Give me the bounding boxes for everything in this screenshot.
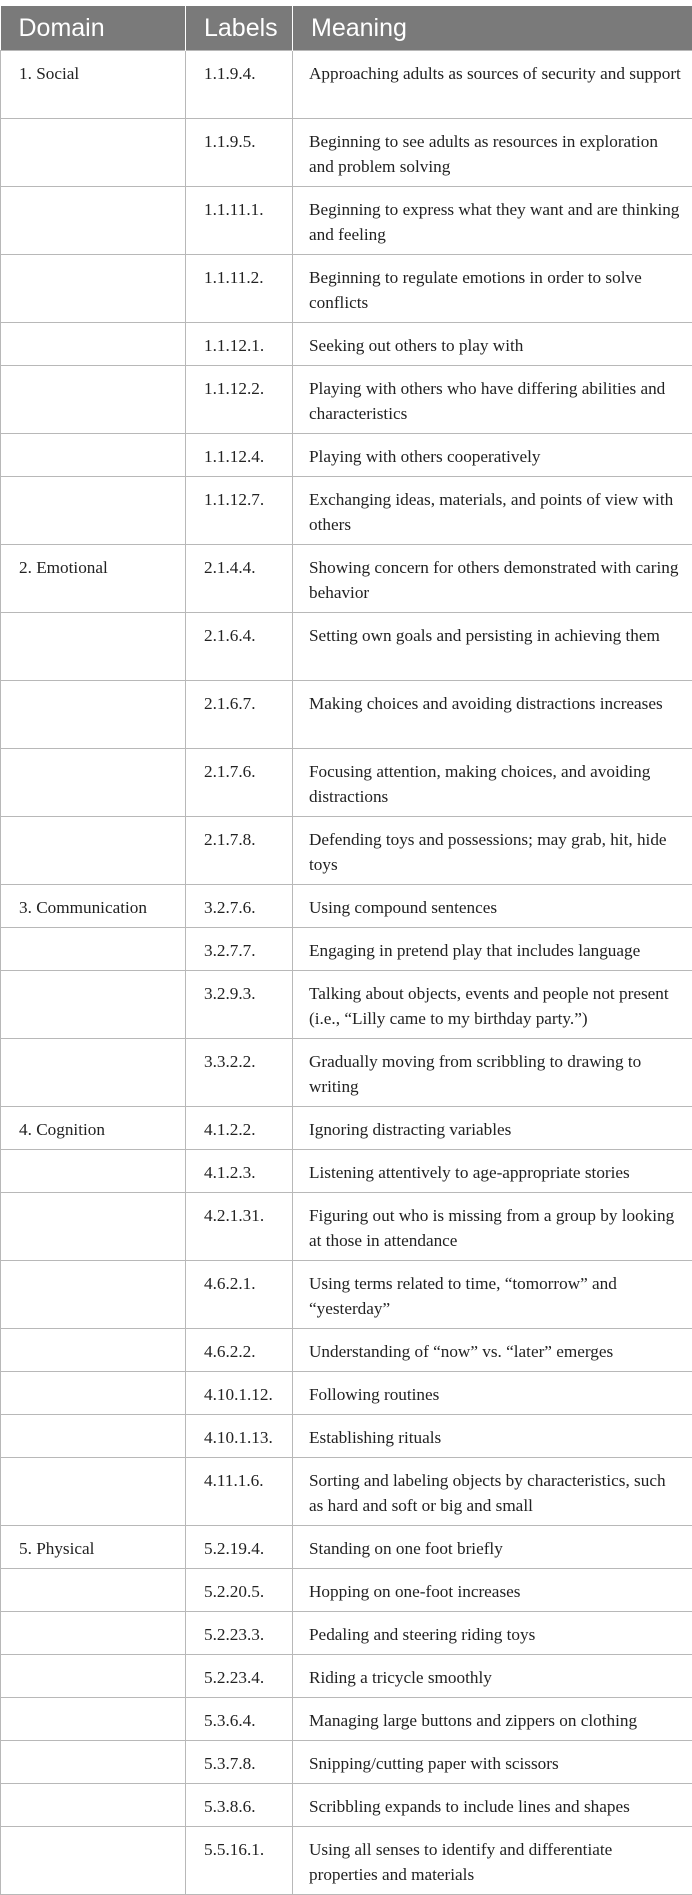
- cell-label: 5.3.8.6.: [186, 1784, 293, 1827]
- cell-domain: [1, 971, 186, 1039]
- cell-meaning: Beginning to see adults as resources in exploration and problem solving: [293, 119, 692, 187]
- table-row: [1, 323, 692, 366]
- cell-domain: 1. Social: [1, 51, 186, 119]
- table-header: [1, 6, 692, 51]
- table-row: [1, 1193, 692, 1261]
- cell-domain: [1, 1612, 186, 1655]
- table-row: [1, 1458, 692, 1526]
- cell-domain: [1, 1039, 186, 1107]
- cell-label: 4.11.1.6.: [186, 1458, 293, 1526]
- cell-domain: [1, 1698, 186, 1741]
- table-row: [1, 1261, 692, 1329]
- cell-label: 1.1.12.4.: [186, 434, 293, 477]
- cell-domain: [1, 119, 186, 187]
- cell-label: 3.2.9.3.: [186, 971, 293, 1039]
- cell-meaning: Using terms related to time, “tomorrow” and “yesterday”: [293, 1261, 692, 1329]
- cell-label: 5.3.6.4.: [186, 1698, 293, 1741]
- cell-label: 3.3.2.2.: [186, 1039, 293, 1107]
- cell-domain: [1, 1329, 186, 1372]
- table-row: [1, 928, 692, 971]
- cell-label: 4.6.2.1.: [186, 1261, 293, 1329]
- cell-meaning: Understanding of “now” vs. “later” emerges: [293, 1329, 692, 1372]
- table-row: [1, 1569, 692, 1612]
- table-row: [1, 1372, 692, 1415]
- cell-meaning: Showing concern for others demonstrated with caring behavior: [293, 545, 692, 613]
- cell-label: 2.1.7.8.: [186, 817, 293, 885]
- table-row: [1, 613, 692, 681]
- header-labels: Labels: [186, 6, 293, 51]
- table-row: [1, 545, 692, 613]
- cell-label: 5.2.23.3.: [186, 1612, 293, 1655]
- table-row: [1, 971, 692, 1039]
- cell-meaning: Using all senses to identify and differentiate properties and materials: [293, 1827, 692, 1895]
- cell-label: 4.1.2.2.: [186, 1107, 293, 1150]
- cell-meaning: Beginning to express what they want and are thinking and feeling: [293, 187, 692, 255]
- table-row: [1, 1698, 692, 1741]
- cell-domain: [1, 1784, 186, 1827]
- table-row: [1, 749, 692, 817]
- cell-meaning: Exchanging ideas, materials, and points of view with others: [293, 477, 692, 545]
- table-row: [1, 1107, 692, 1150]
- cell-meaning: Engaging in pretend play that includes language: [293, 928, 692, 971]
- table-row: [1, 1039, 692, 1107]
- cell-domain: [1, 1741, 186, 1784]
- cell-domain: [1, 434, 186, 477]
- cell-meaning: Focusing attention, making choices, and avoiding distractions: [293, 749, 692, 817]
- cell-label: 1.1.12.1.: [186, 323, 293, 366]
- cell-label: 4.10.1.13.: [186, 1415, 293, 1458]
- cell-label: 1.1.12.7.: [186, 477, 293, 545]
- cell-domain: [1, 477, 186, 545]
- cell-label: 1.1.9.4.: [186, 51, 293, 119]
- cell-meaning: Seeking out others to play with: [293, 323, 692, 366]
- cell-meaning: Figuring out who is missing from a group by looking at those in attendance: [293, 1193, 692, 1261]
- table-row: [1, 434, 692, 477]
- cell-label: 1.1.11.1.: [186, 187, 293, 255]
- cell-meaning: Hopping on one-foot increases: [293, 1569, 692, 1612]
- cell-domain: [1, 613, 186, 681]
- cell-meaning: Listening attentively to age-appropriate stories: [293, 1150, 692, 1193]
- cell-label: 2.1.6.7.: [186, 681, 293, 749]
- cell-domain: 2. Emotional: [1, 545, 186, 613]
- cell-label: 1.1.11.2.: [186, 255, 293, 323]
- cell-domain: [1, 1458, 186, 1526]
- table-row: [1, 1150, 692, 1193]
- table-row: [1, 1415, 692, 1458]
- cell-domain: [1, 187, 186, 255]
- cell-label: 2.1.7.6.: [186, 749, 293, 817]
- cell-meaning: Ignoring distracting variables: [293, 1107, 692, 1150]
- cell-domain: [1, 749, 186, 817]
- cell-meaning: Pedaling and steering riding toys: [293, 1612, 692, 1655]
- cell-label: 5.5.16.1.: [186, 1827, 293, 1895]
- cell-meaning: Beginning to regulate emotions in order to solve conflicts: [293, 255, 692, 323]
- cell-domain: [1, 323, 186, 366]
- cell-label: 4.2.1.31.: [186, 1193, 293, 1261]
- cell-domain: [1, 1193, 186, 1261]
- cell-meaning: Playing with others who have differing abilities and characteristics: [293, 366, 692, 434]
- table-row: [1, 681, 692, 749]
- cell-label: 4.1.2.3.: [186, 1150, 293, 1193]
- table-row: [1, 1655, 692, 1698]
- cell-meaning: Approaching adults as sources of security and support: [293, 51, 692, 119]
- cell-meaning: Playing with others cooperatively: [293, 434, 692, 477]
- table-body: [1, 51, 692, 1895]
- cell-domain: 5. Physical: [1, 1526, 186, 1569]
- cell-label: 3.2.7.7.: [186, 928, 293, 971]
- cell-label: 4.6.2.2.: [186, 1329, 293, 1372]
- cell-meaning: Establishing rituals: [293, 1415, 692, 1458]
- cell-domain: 3. Communication: [1, 885, 186, 928]
- cell-meaning: Snipping/cutting paper with scissors: [293, 1741, 692, 1784]
- cell-meaning: Sorting and labeling objects by characteristics, such as hard and soft or big and small: [293, 1458, 692, 1526]
- cell-domain: [1, 1655, 186, 1698]
- table-row: [1, 817, 692, 885]
- cell-meaning: Talking about objects, events and people not present (i.e., “Lilly came to my birthday party.”): [293, 971, 692, 1039]
- cell-domain: [1, 928, 186, 971]
- cell-meaning: Scribbling expands to include lines and shapes: [293, 1784, 692, 1827]
- cell-meaning: Setting own goals and persisting in achieving them: [293, 613, 692, 681]
- cell-meaning: Defending toys and possessions; may grab, hit, hide toys: [293, 817, 692, 885]
- cell-label: 5.3.7.8.: [186, 1741, 293, 1784]
- cell-domain: 4. Cognition: [1, 1107, 186, 1150]
- table-row: [1, 1784, 692, 1827]
- cell-label: 5.2.19.4.: [186, 1526, 293, 1569]
- table-row: [1, 1526, 692, 1569]
- cell-label: 1.1.12.2.: [186, 366, 293, 434]
- table-row: [1, 477, 692, 545]
- cell-label: 1.1.9.5.: [186, 119, 293, 187]
- cell-domain: [1, 1569, 186, 1612]
- cell-domain: [1, 255, 186, 323]
- cell-label: 5.2.20.5.: [186, 1569, 293, 1612]
- header-domain: Domain: [1, 6, 186, 51]
- table-row: [1, 1612, 692, 1655]
- table-row: [1, 119, 692, 187]
- table-row: [1, 187, 692, 255]
- cell-domain: [1, 366, 186, 434]
- table-row: [1, 255, 692, 323]
- table-row: [1, 366, 692, 434]
- table-row: [1, 885, 692, 928]
- cell-meaning: Gradually moving from scribbling to drawing to writing: [293, 1039, 692, 1107]
- cell-meaning: Riding a tricycle smoothly: [293, 1655, 692, 1698]
- cell-label: 2.1.4.4.: [186, 545, 293, 613]
- cell-meaning: Using compound sentences: [293, 885, 692, 928]
- cell-domain: [1, 1415, 186, 1458]
- header-meaning: Meaning: [293, 6, 692, 51]
- cell-label: 4.10.1.12.: [186, 1372, 293, 1415]
- domain-labels-table: [0, 6, 692, 1895]
- header-row: [1, 6, 692, 51]
- cell-meaning: Following routines: [293, 1372, 692, 1415]
- table-row: [1, 1329, 692, 1372]
- cell-meaning: Making choices and avoiding distractions increases: [293, 681, 692, 749]
- cell-meaning: Standing on one foot briefly: [293, 1526, 692, 1569]
- cell-meaning: Managing large buttons and zippers on clothing: [293, 1698, 692, 1741]
- cell-domain: [1, 681, 186, 749]
- cell-domain: [1, 1150, 186, 1193]
- cell-domain: [1, 817, 186, 885]
- cell-label: 5.2.23.4.: [186, 1655, 293, 1698]
- cell-domain: [1, 1372, 186, 1415]
- cell-domain: [1, 1261, 186, 1329]
- table-row: [1, 1827, 692, 1895]
- cell-label: 2.1.6.4.: [186, 613, 293, 681]
- cell-label: 3.2.7.6.: [186, 885, 293, 928]
- table-row: [1, 1741, 692, 1784]
- cell-domain: [1, 1827, 186, 1895]
- table-row: [1, 51, 692, 119]
